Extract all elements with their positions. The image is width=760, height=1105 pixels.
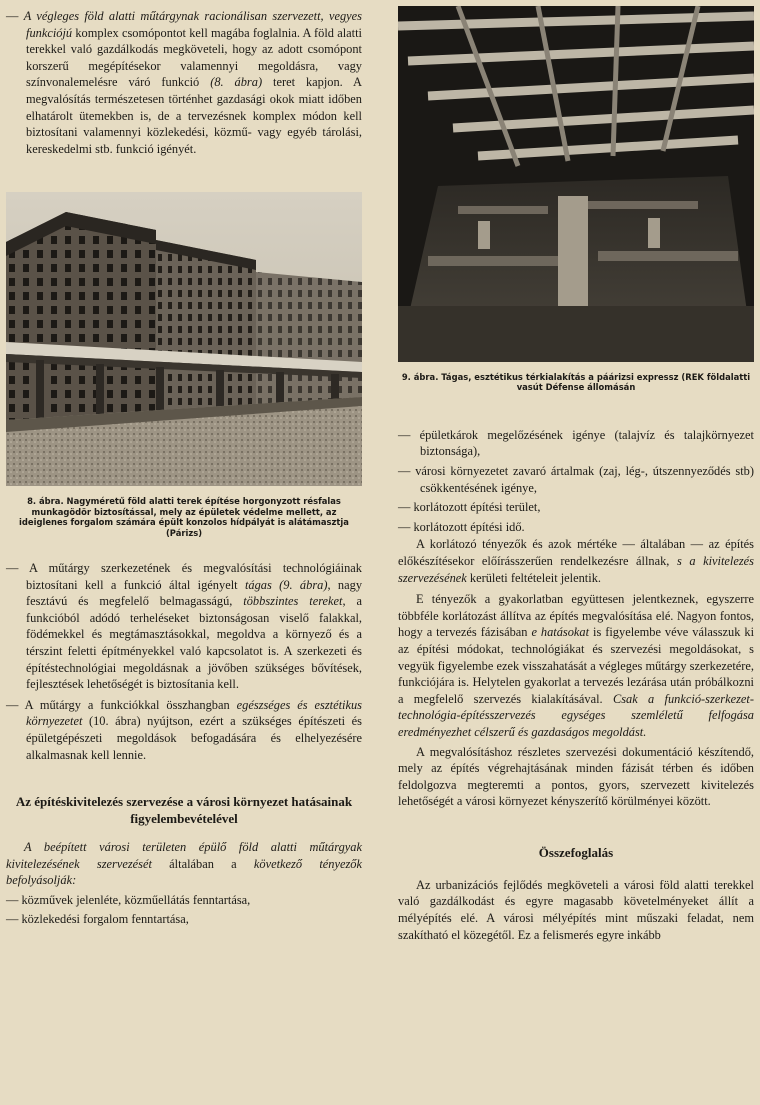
list-item: — közlekedési forgalom fenntartása, [6,912,189,927]
figure-9-photo [398,6,754,362]
intro-emphasis: A végleges föld alatti műtárgynak racionálisan szervezett, vegyes funkciójú [23,9,362,40]
summary-paragraph: Az urbanizációs fejlődés megköveteli a városi föld alatti terekkel való gazdálkodást és egyre magasabb követelményeket állít a mélyépítés elé. A városi mélyépítés mint műszaki feladat, nem szakítható el közegétől. Ez a felismerés egyre inkább [398,877,754,942]
summary-heading: Összefoglalás [538,844,614,860]
fig8-ref: (8. ábra) [210,75,263,90]
structure-paragraph: — A műtárgy szerkezetének és megvalósítási technológiáinak biztosítani kell a funkció által igényelt tágas (9. ábra), nagy fesztávú és megfelelő belmagasságú, többszintes tereket, a funkcióból adódó terheléseket biztonságosan viselő falakkal, födémekkel és megtámasztásokkal, megoldva a környező és a térszint feletti építményekkel való kapcsolatot is. A szerkezeti és építéstechnológiai megoldásnak a jövőben szükséges bővítések, fejlesztések lehetőségét is biztosítania kell. [6,560,363,692]
left-column [6,8,362,928]
list-item: — korlátozott építési terület, [398,500,541,515]
building-excavation-photo [6,192,362,486]
list-item: — közművek jelenléte, közműellátás fenntartása, [6,892,251,907]
figure-8-photo [6,192,362,486]
limits-paragraph: A korlátozó tényezők és azok mértéke — általában — az építés előkészítésekor előírásszerűen rendelkezésre állnak, s a kivitelezés szervezésének kerületi feltételeit jelentik. [398,537,754,585]
figure-9-caption: 9. ábra. Tágas, esztétikus térkialakítás a páárizsi expressz (REK földalatti vasút Défense állomásán [401,372,751,393]
environment-paragraph: — A műtárgy a funkciókkal összhangban egészséges és esztétikus környezetet (10. ábra) nyújtson, ezért a szükséges építészeti és épületgépészeti megoldások befogadására és elhelyezésére alkalmasnak kell lennie. [6,697,362,762]
documentation-paragraph: A megvalósításhoz részletes szervezési dokumentáció készítendő, mely az építés végrehajtásának minden fázisát térben és időben feldolgozva megteremti a pontos, gyors, szervezett kivitelezés lehetőségét a városi környezet kényszerítő körülményei között. [398,744,754,809]
section-heading: Az építéskivitelezés szervezése a városi környezet hatásainak figyelembevételével [15,794,353,827]
list-item: — korlátozott építési idő. [398,519,525,534]
station-interior-photo [398,6,754,362]
right-column [398,6,754,943]
list-item: — épületkárok megelőzésének igénye (talajvíz és talajkörnyezet biztonsága), [398,427,754,459]
figure-8-caption: 8. ábra. Nagyméretű föld alatti terek építése horgonyzott résfalas munkagödör biztosítással, mely az épületek védelme mellett, az ideiglenes forgalom számára épült konzolos hídpályát is alátámasztja (Párizs) [19,496,349,538]
list-item: — városi környezetet zavaró ártalmak (zaj, lég-, útszennyeződés stb) csökkentésének igénye, [398,464,754,495]
factors-paragraph: A beépített városi területen épülő föld alatti műtárgyak kivitelezésének szervezését általában a következő tényezők befolyásolják: [6,840,362,888]
factors-combined-paragraph: E tényezők a gyakorlatban együttesen jelentkeznek, egyszerre többféle korlátozást állítva az építés megvalósítása elé. Nagyon fontos, hogy a tervezés fázisában e hatásokat is figyelembe véve válasszuk ki az építési módokat, technológiákat és szervezési megoldásokat, s vegyük figyelembe ezek visszahatását a végleges műtárgy szerkezetére, funkciójára is. Helytelen gyakorlat a tervezés lezárása után próbálkozni a megfelelő szervezés kialakításával. Csak a funkció-szerkezet-technológia-építésszervezés egységes szemléletű felfogása eredményezhet célszerű és gazdaságos megoldást. [398,592,755,739]
intro-paragraph: — A végleges föld alatti műtárgynak racionálisan szervezett, vegyes funkciójú komplex csomópontot kell magába foglalnia. A föld alatti terekkel való gazdálkodás megköveteli, hogy az adott csomópont korszerű megépítésekor valamennyi megoldásra, vagy színvonalemelésre váró funkció (8. ábra) teret kapjon. A megvalósítás természetesen történhet gazdasági okok miatt időben elhatárolt ütemekben is, de a tervezésnek komplex módon kell biztosítani valamennyi közlekedési, közmű- vagy egyéb tárolási, kereskedelmi stb. funkció igényét. [6,9,362,156]
